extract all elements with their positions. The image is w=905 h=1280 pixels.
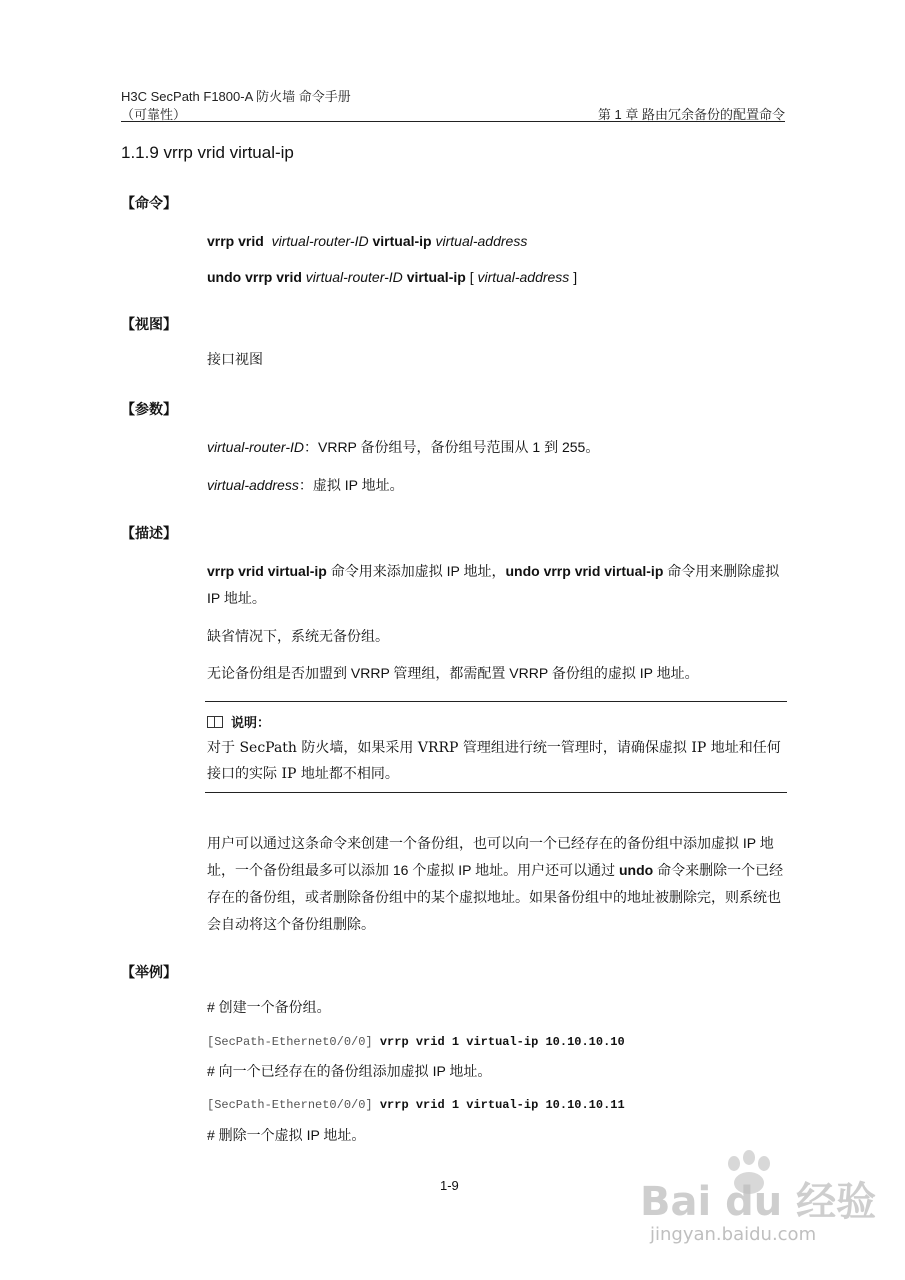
cmd2-keyword: undo vrrp vrid xyxy=(207,269,302,285)
watermark-logo: Bai du 经验 xyxy=(640,1179,877,1225)
label-command: 【命令】 xyxy=(121,195,177,211)
paw-icon xyxy=(743,1150,755,1165)
code-prompt: [SecPath-Ethernet0/0/0] xyxy=(207,1098,373,1112)
paw-icon xyxy=(758,1156,770,1171)
label-description: 【描述】 xyxy=(121,525,177,541)
param-desc: ：虚拟 IP 地址。 xyxy=(298,477,404,493)
note-top-rule xyxy=(205,701,787,702)
command-line-1 xyxy=(207,229,527,253)
label-view: 【视图】 xyxy=(121,316,177,332)
header-subtitle: （可靠性） xyxy=(121,107,187,122)
description-paragraph-1 xyxy=(207,558,787,612)
cmd1-keyword: vrrp vrid xyxy=(207,233,264,249)
cmd1-arg1: virtual-router-ID xyxy=(271,233,369,249)
param-name: virtual-router-ID xyxy=(207,439,304,455)
command-line-2 xyxy=(207,265,577,289)
paw-icon xyxy=(728,1156,740,1171)
note-title: 说明： xyxy=(231,715,271,730)
description-paragraph-2: 缺省情况下，系统无备份组。 xyxy=(207,628,389,644)
label-example: 【举例】 xyxy=(121,964,177,980)
book-icon xyxy=(207,716,223,728)
header-chapter: 第 1 章 路由冗余备份的配置命令 xyxy=(597,107,785,122)
description-paragraph-4 xyxy=(207,830,787,938)
param-row xyxy=(207,472,404,499)
watermark-url: jingyan.baidu.com xyxy=(650,1224,817,1245)
cmd1-keyword2: virtual-ip xyxy=(372,233,432,249)
view-text: 接口视图 xyxy=(207,351,263,367)
desc-text: 命令用来添加虚拟 IP 地址， xyxy=(326,563,506,579)
param-name: virtual-address xyxy=(207,477,299,493)
baidu-jingyan-watermark xyxy=(640,1150,877,1260)
cmd2-close-bracket: ] xyxy=(573,269,578,285)
code-prompt: [SecPath-Ethernet0/0/0] xyxy=(207,1035,373,1049)
section-title: 1.1.9 vrrp vrid virtual-ip xyxy=(121,143,294,162)
cmd2-keyword2: virtual-ip xyxy=(406,269,466,285)
description-paragraph-3: 无论备份组是否加盟到 VRRP 管理组，都需配置 VRRP 备份组的虚拟 IP 地址。 xyxy=(207,665,699,681)
example-code-2 xyxy=(207,1098,625,1112)
desc-text: 用户可以通过这条命令来创建一个备份组，也可以向一个已经存在的备份组中添加虚拟 IP 地址，一个备份组最多可以添加 16 个虚拟 IP 地址。用户还可以通过 xyxy=(207,835,774,878)
desc-undo: undo xyxy=(619,862,654,878)
desc-undo-cmd: undo vrrp vrid virtual-ip xyxy=(505,563,664,579)
cmd1-arg2: virtual-address xyxy=(435,233,528,249)
page-number: 1-9 xyxy=(440,1178,459,1193)
code-command: vrrp vrid 1 virtual-ip 10.10.10.10 xyxy=(379,1035,625,1049)
example-comment-3: # 删除一个虚拟 IP 地址。 xyxy=(207,1127,366,1143)
example-code-1 xyxy=(207,1035,625,1049)
note-bottom-rule xyxy=(205,792,787,793)
desc-cmd: vrrp vrid virtual-ip xyxy=(207,563,327,579)
header-title: H3C SecPath F1800-A 防火墙 命令手册 xyxy=(121,89,351,104)
cmd2-arg2: virtual-address xyxy=(477,269,570,285)
example-comment-1: # 创建一个备份组。 xyxy=(207,999,331,1015)
header-rule xyxy=(121,121,785,122)
param-desc: ：VRRP 备份组号，备份组号范围从 1 到 255。 xyxy=(304,439,600,455)
desc-text: 命令来删除一个已经存在的备份组，或者删除备份组中的某个虚拟地址。如果备份组中的地址被删除完，则系统也会自动将这个备份组删除。 xyxy=(207,862,784,932)
note-text: 对于 SecPath 防火墙，如果采用 VRRP 管理组进行统一管理时，请确保虚拟 IP 地址和任何接口的实际 IP 地址都不相同。 xyxy=(207,740,781,782)
cmd2-open-bracket: [ xyxy=(469,269,474,285)
label-params: 【参数】 xyxy=(121,401,177,417)
param-row xyxy=(207,434,599,461)
code-command: vrrp vrid 1 virtual-ip 10.10.10.11 xyxy=(379,1098,625,1112)
desc-text: 命令用来删除虚拟 IP 地址。 xyxy=(207,563,780,606)
cmd2-arg1: virtual-router-ID xyxy=(305,269,403,285)
example-comment-2: # 向一个已经存在的备份组添加虚拟 IP 地址。 xyxy=(207,1063,492,1079)
note-heading xyxy=(207,712,270,731)
